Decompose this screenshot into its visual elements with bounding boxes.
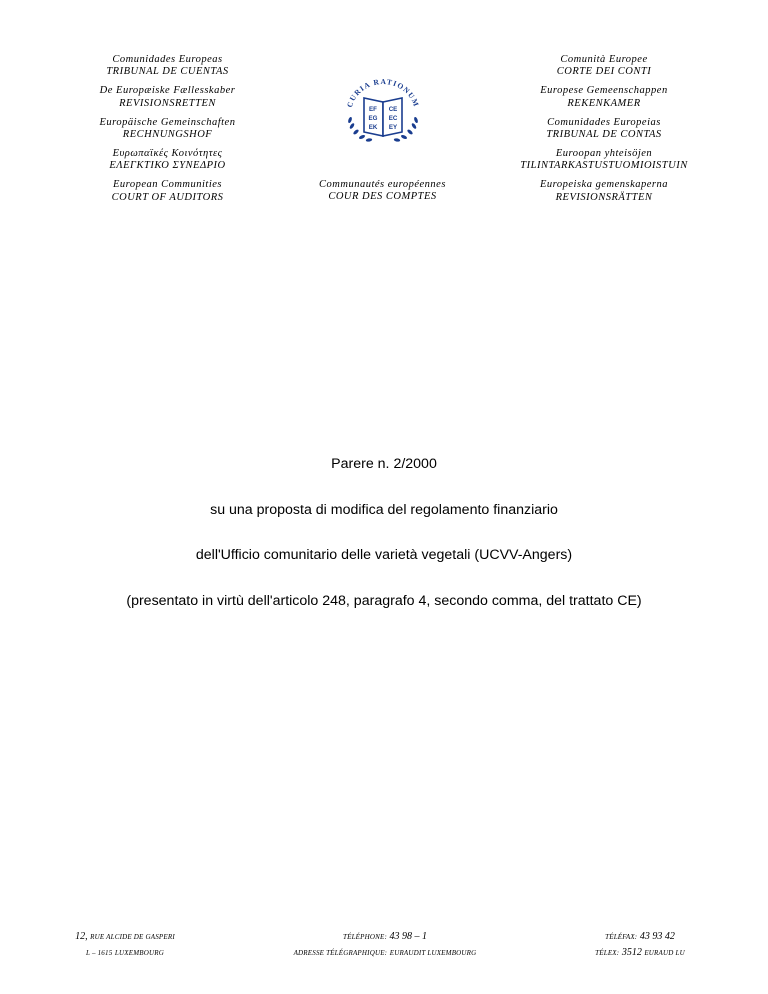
header-entry: Europeiska gemenskaperna REVISIONSRÄTTEN	[540, 179, 668, 203]
header-entry: European Communities COURT OF AUDITORS	[111, 179, 224, 203]
header-entry: Europäische Gemeinschaften RECHNUNGSHOF	[99, 116, 236, 140]
header-entry: De Europæiske Fællesskaber REVISIONSRETTEN	[99, 85, 236, 109]
header-entry: Comunidades Europeas TRIBUNAL DE CUENTAS	[106, 54, 229, 78]
emblem-motto: CURIA RATIONUM	[344, 76, 422, 109]
opinion-legal-basis: (presentato in virtù dell'articolo 248, paragrafo 4, secondo comma, del trattato CE)	[126, 593, 642, 609]
header-center-entry: Communautés européennes COUR DES COMPTES	[319, 179, 446, 203]
footer-address: 12, RUE ALCIDE DE GASPERI L – 1615 LUXEMBOURG	[75, 931, 175, 957]
court-emblem-icon	[342, 74, 424, 144]
emblem-text: EY	[388, 124, 398, 131]
emblem-text: EC	[388, 115, 398, 122]
header-entry: Euroopan yhteisöjen TILINTARKASTUSTUOMIOISTUIN	[520, 147, 688, 172]
header-entry: Comunidades Europeias TRIBUNAL DE CONTAS	[546, 116, 662, 140]
footer-fax: TÉLÉFAX: 43 93 42 TÉLEX: 3512 EURAUD LU	[595, 931, 685, 958]
header-entry: Europese Gemeenschappen REKENKAMER	[540, 85, 668, 109]
emblem-text: EK	[368, 124, 378, 131]
emblem-text: EF	[369, 106, 377, 113]
header-right-column	[490, 54, 718, 210]
header-left-column	[60, 54, 275, 210]
header-entry: Comunità Europee CORTE DEI CONTI	[556, 54, 652, 78]
opinion-subject: su una proposta di modifica del regolamento finanziario	[210, 502, 558, 518]
opinion-office: dell'Ufficio comunitario delle varietà vegetali (UCVV-Angers)	[195, 547, 573, 563]
opinion-number: Parere n. 2/2000	[331, 456, 437, 472]
emblem-text: CE	[388, 106, 398, 113]
emblem-text: EG	[368, 115, 378, 122]
header-entry: Ευρωπαϊκές Κοινότητες ΕΛΕΓΚΤΙΚΟ ΣΥΝΕΔΡΙΟ	[109, 147, 226, 172]
footer-phone: TÉLÉPHONE: 43 98 – 1 ADRESSE TÉLÉGRAPHIQUE: EURAUDIT LUXEMBOURG	[293, 931, 477, 957]
